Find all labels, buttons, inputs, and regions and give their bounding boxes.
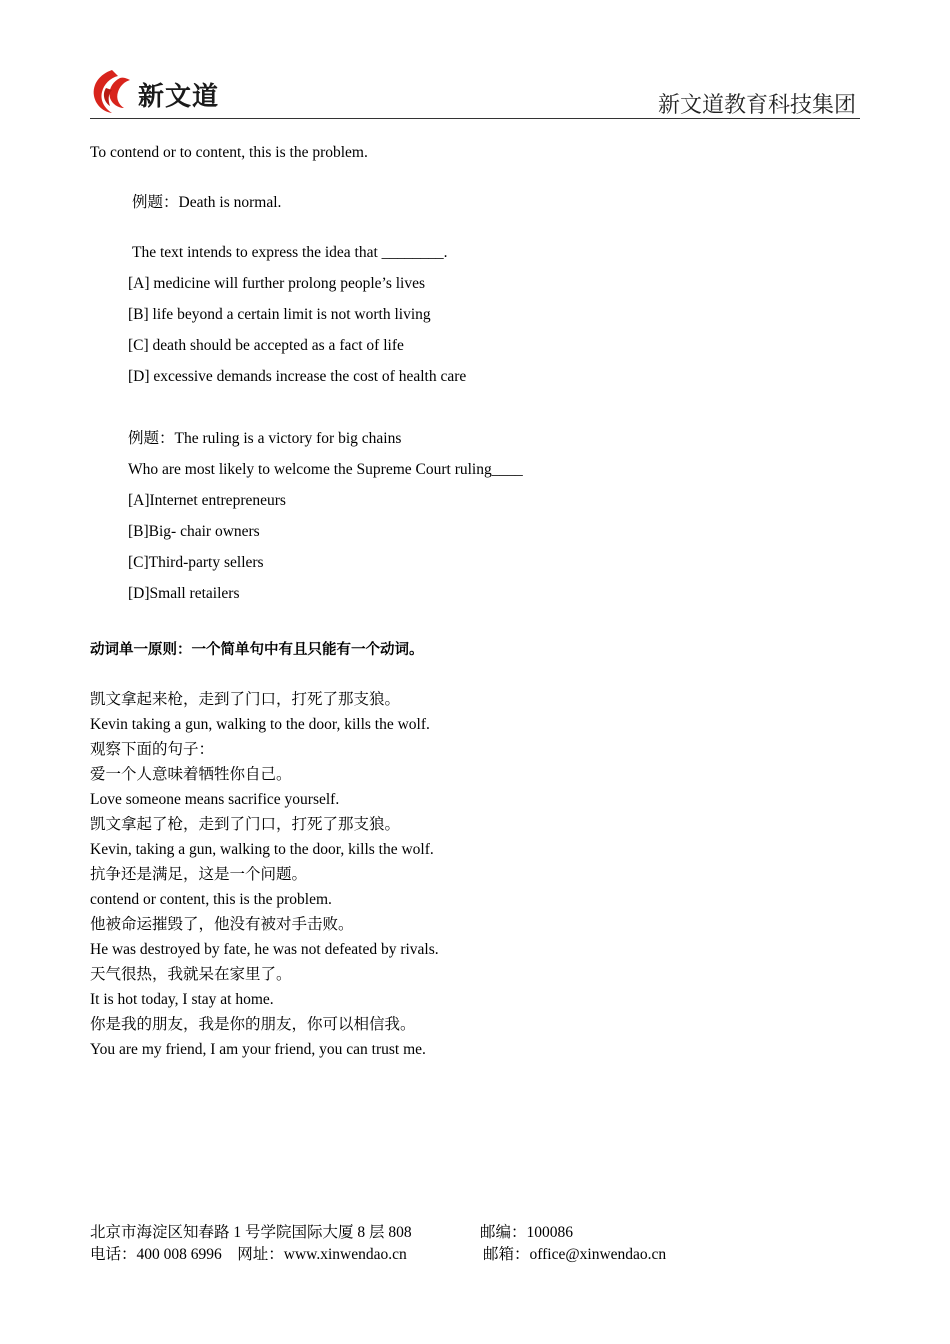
phoenix-logo-icon <box>90 68 134 114</box>
sentence-line: 抗争还是满足，这是一个问题。 <box>90 866 308 883</box>
sentence-line: 爱一个人意味着牺牲你自己。 <box>90 766 292 783</box>
example1-option-d: [D] excessive demands increase the cost of health care <box>128 368 467 385</box>
example2-option-a: [A]Internet entrepreneurs <box>128 492 286 509</box>
sentence-line: 天气很热，我就呆在家里了。 <box>90 966 292 983</box>
example1-question: The text intends to express the idea that ________. <box>132 244 448 261</box>
company-name: 新文道教育科技集团 <box>657 92 856 117</box>
example1-option-c: [C] death should be accepted as a fact of life <box>128 337 404 354</box>
sentence-line: You are my friend, I am your friend, you can trust me. <box>90 1041 426 1058</box>
sentence-line: He was destroyed by fate, he was not defeated by rivals. <box>90 941 439 958</box>
example2-question: Who are most likely to welcome the Supreme Court ruling____ <box>128 461 523 478</box>
example2-option-d: [D]Small retailers <box>128 585 240 602</box>
example2-option-c: [C]Third-party sellers <box>128 554 264 571</box>
sentence-line: It is hot today, I stay at home. <box>90 991 274 1008</box>
footer-postcode: 邮编：100086 <box>480 1224 574 1241</box>
sentence-line: Kevin, taking a gun, walking to the door, kills the wolf. <box>90 841 434 858</box>
sentence-line: Love someone means sacrifice yourself. <box>90 791 340 808</box>
footer-phone-web: 电话：400 008 6996 网址：www.xinwendao.cn <box>90 1246 407 1263</box>
example1-label: 例题：Death is normal. <box>132 194 282 211</box>
logo-text: 新文道 <box>138 82 220 112</box>
header-divider <box>90 118 860 119</box>
example1-option-a: [A] medicine will further prolong people’s lives <box>128 275 426 292</box>
sentence-line: 观察下面的句子： <box>90 741 215 758</box>
example2-option-b: [B]Big- chair owners <box>128 523 260 540</box>
sentence-line: contend or content, this is the problem. <box>90 891 332 908</box>
sentence-line: 他被命运摧毁了，他没有被对手击败。 <box>90 916 354 933</box>
sentence-line: Kevin taking a gun, walking to the door, kills the wolf. <box>90 716 430 733</box>
principle-heading: 动词单一原则：一个简单句中有且只能有一个动词。 <box>90 642 424 658</box>
example2-label: 例题：The ruling is a victory for big chains <box>128 430 402 447</box>
sentence-line: 你是我的朋友，我是你的朋友，你可以相信我。 <box>90 1016 416 1033</box>
footer-email: 邮箱：office@xinwendao.cn <box>483 1246 667 1263</box>
footer-address: 北京市海淀区知春路 1 号学院国际大厦 8 层 808 <box>90 1224 412 1241</box>
example1-option-b: [B] life beyond a certain limit is not worth living <box>128 306 431 323</box>
intro-line: To contend or to content, this is the problem. <box>90 144 368 161</box>
sentence-line: 凯文拿起了枪，走到了门口，打死了那支狼。 <box>90 816 401 833</box>
sentence-line: 凯文拿起来枪，走到了门口，打死了那支狼。 <box>90 691 401 708</box>
page-header <box>90 62 860 120</box>
